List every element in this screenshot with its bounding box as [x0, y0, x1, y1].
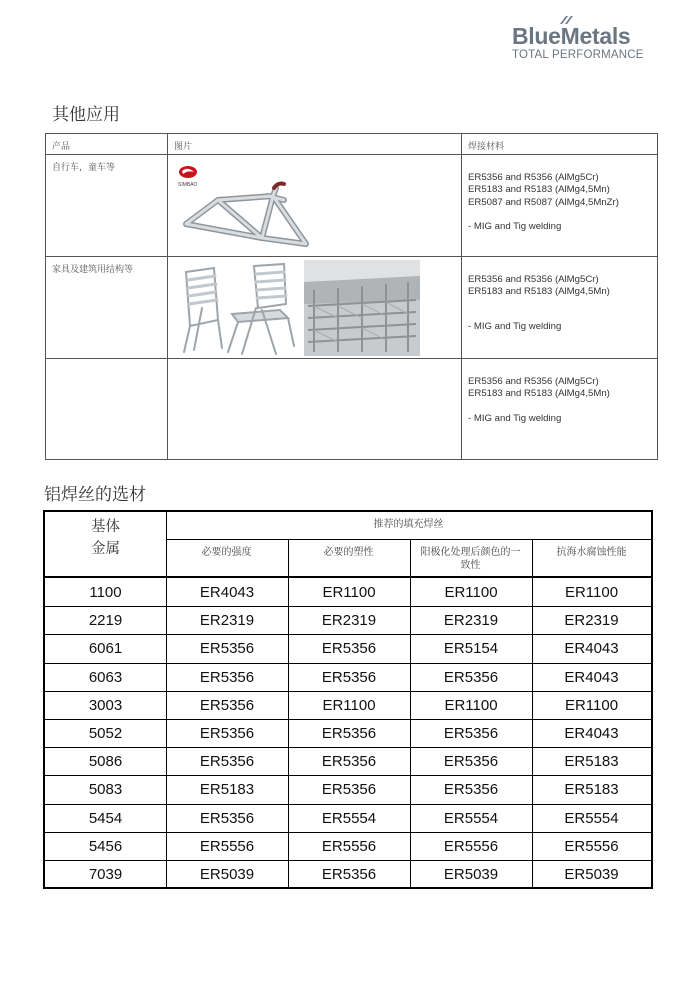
filler-cell: ER1100 [322, 584, 376, 601]
filler-cell: ER5356 [199, 697, 255, 714]
header-base-metal: 基体 金属 [91, 519, 120, 557]
base-metal-cell: 1100 [89, 584, 122, 601]
base-metal-cell: 6061 [88, 640, 123, 657]
filler-cell: ER5183 [564, 753, 619, 770]
header-strength: 必要的强度 [201, 547, 252, 558]
base-metal-cell: 5083 [88, 781, 123, 798]
header-seawater-corrosion: 抗海水腐蚀性能 [556, 547, 627, 558]
materials-furniture: ER5356 and R5356 (AlMg5Cr) ER5183 and R5183 (AlMg4,5Mn) - MIG and Tig welding [468, 274, 610, 332]
filler-cell: ER4043 [564, 725, 619, 742]
filler-cell: ER5556 [321, 838, 377, 855]
product-bicycle: 自行车，童车等 [52, 163, 116, 173]
filler-cell: ER1100 [564, 584, 619, 601]
filler-cell: ER5154 [443, 640, 499, 657]
filler-cell: ER5356 [443, 725, 499, 742]
row-divider [45, 719, 651, 720]
filler-cell: ER5356 [199, 753, 255, 770]
filler-cell: ER1100 [564, 697, 619, 714]
filler-cell: ER1100 [444, 584, 498, 601]
base-metal-cell: 7039 [88, 866, 123, 883]
aluminum-chairs-photo [176, 260, 298, 356]
filler-cell: ER5356 [321, 640, 377, 657]
row-divider [45, 606, 651, 607]
filler-cell: ER1100 [444, 697, 498, 714]
aluminum-structures-photo [304, 260, 420, 356]
filler-cell: ER5356 [199, 640, 255, 657]
filler-cell: ER5356 [199, 669, 255, 686]
logo-mark-icon [558, 15, 574, 25]
row-divider [45, 663, 651, 664]
filler-cell: ER5183 [199, 781, 255, 798]
header-divider [166, 539, 651, 540]
logo-tagline: TOTAL PERFORMANCE [512, 49, 644, 61]
filler-cell: ER5356 [321, 669, 377, 686]
bluemetals-logo [512, 24, 672, 61]
filler-cell: ER4043 [564, 640, 619, 657]
materials-bicycle: ER5356 and R5356 (AlMg5Cr) ER5183 and R5183 (AlMg4,5Mn) ER5087 and R5087 (AlMg4,5MnZr) - MIG and Tig welding [468, 172, 619, 233]
filler-cell: ER5356 [443, 781, 499, 798]
filler-cell: ER2319 [564, 612, 619, 629]
filler-cell: ER5183 [564, 781, 619, 798]
header-recommended-filler: 推荐的填充焊丝 [373, 519, 444, 530]
header-material: 焊接材料 [468, 142, 505, 152]
base-metal-cell: 2219 [88, 612, 123, 629]
materials-other: ER5356 and R5356 (AlMg5Cr) ER5183 and R5183 (AlMg4,5Mn) - MIG and Tig welding [468, 376, 610, 424]
filler-cell: ER5039 [199, 866, 255, 883]
base-metal-cell: 5086 [88, 753, 123, 770]
filler-cell: ER5356 [443, 669, 499, 686]
filler-cell: ER2319 [199, 612, 255, 629]
filler-cell: ER5356 [321, 781, 377, 798]
filler-cell: ER5356 [443, 753, 499, 770]
bicycle-frame-photo [174, 160, 334, 252]
base-metal-cell: 6063 [88, 669, 123, 686]
filler-cell: ER5039 [564, 866, 619, 883]
row-divider [45, 691, 651, 692]
filler-cell: ER5554 [443, 810, 499, 827]
filler-cell: ER2319 [321, 612, 377, 629]
applications-table [45, 133, 658, 460]
svg-text:SIMBAO: SIMBAO [178, 182, 198, 188]
filler-cell: ER4043 [564, 669, 619, 686]
filler-cell: ER5556 [443, 838, 499, 855]
filler-cell: ER5356 [321, 725, 377, 742]
header-product: 产品 [52, 142, 71, 152]
section-title-other-applications: 其他应用 [52, 105, 120, 125]
filler-cell: ER5554 [321, 810, 377, 827]
base-metal-cell: 3003 [88, 697, 123, 714]
filler-cell: ER4043 [199, 584, 255, 601]
header-bottom-divider [45, 576, 651, 578]
base-metal-cell: 5454 [88, 810, 123, 827]
row-divider [45, 634, 651, 635]
header-anodize-color: 阳极化处理后颜色的一致性 [420, 547, 521, 571]
filler-cell: ER5554 [564, 810, 619, 827]
filler-cell: ER5356 [199, 810, 255, 827]
filler-cell: ER5556 [564, 838, 619, 855]
filler-cell: ER5039 [443, 866, 499, 883]
simbao-brand-mark [178, 166, 198, 188]
row-divider [45, 832, 651, 833]
row-divider [45, 804, 651, 805]
filler-cell: ER5356 [199, 725, 255, 742]
header-ductility: 必要的塑性 [323, 547, 374, 558]
filler-cell: ER5556 [199, 838, 255, 855]
filler-cell: ER2319 [443, 612, 499, 629]
filler-cell: ER5356 [321, 866, 377, 883]
row-divider [45, 775, 651, 776]
product-furniture: 家具及建筑用结构等 [52, 265, 134, 275]
logo-wordmark: BlueMetals [512, 23, 631, 49]
header-picture: 图片 [174, 142, 193, 152]
row-divider [45, 747, 651, 748]
filler-wire-selection-table [43, 510, 653, 889]
section-title-filler-selection: 铝焊丝的选材 [44, 485, 146, 505]
base-metal-cell: 5052 [88, 725, 123, 742]
base-metal-cell: 5456 [88, 838, 123, 855]
filler-cell: ER1100 [322, 697, 376, 714]
filler-cell: ER5356 [321, 753, 377, 770]
row-divider [45, 860, 651, 861]
